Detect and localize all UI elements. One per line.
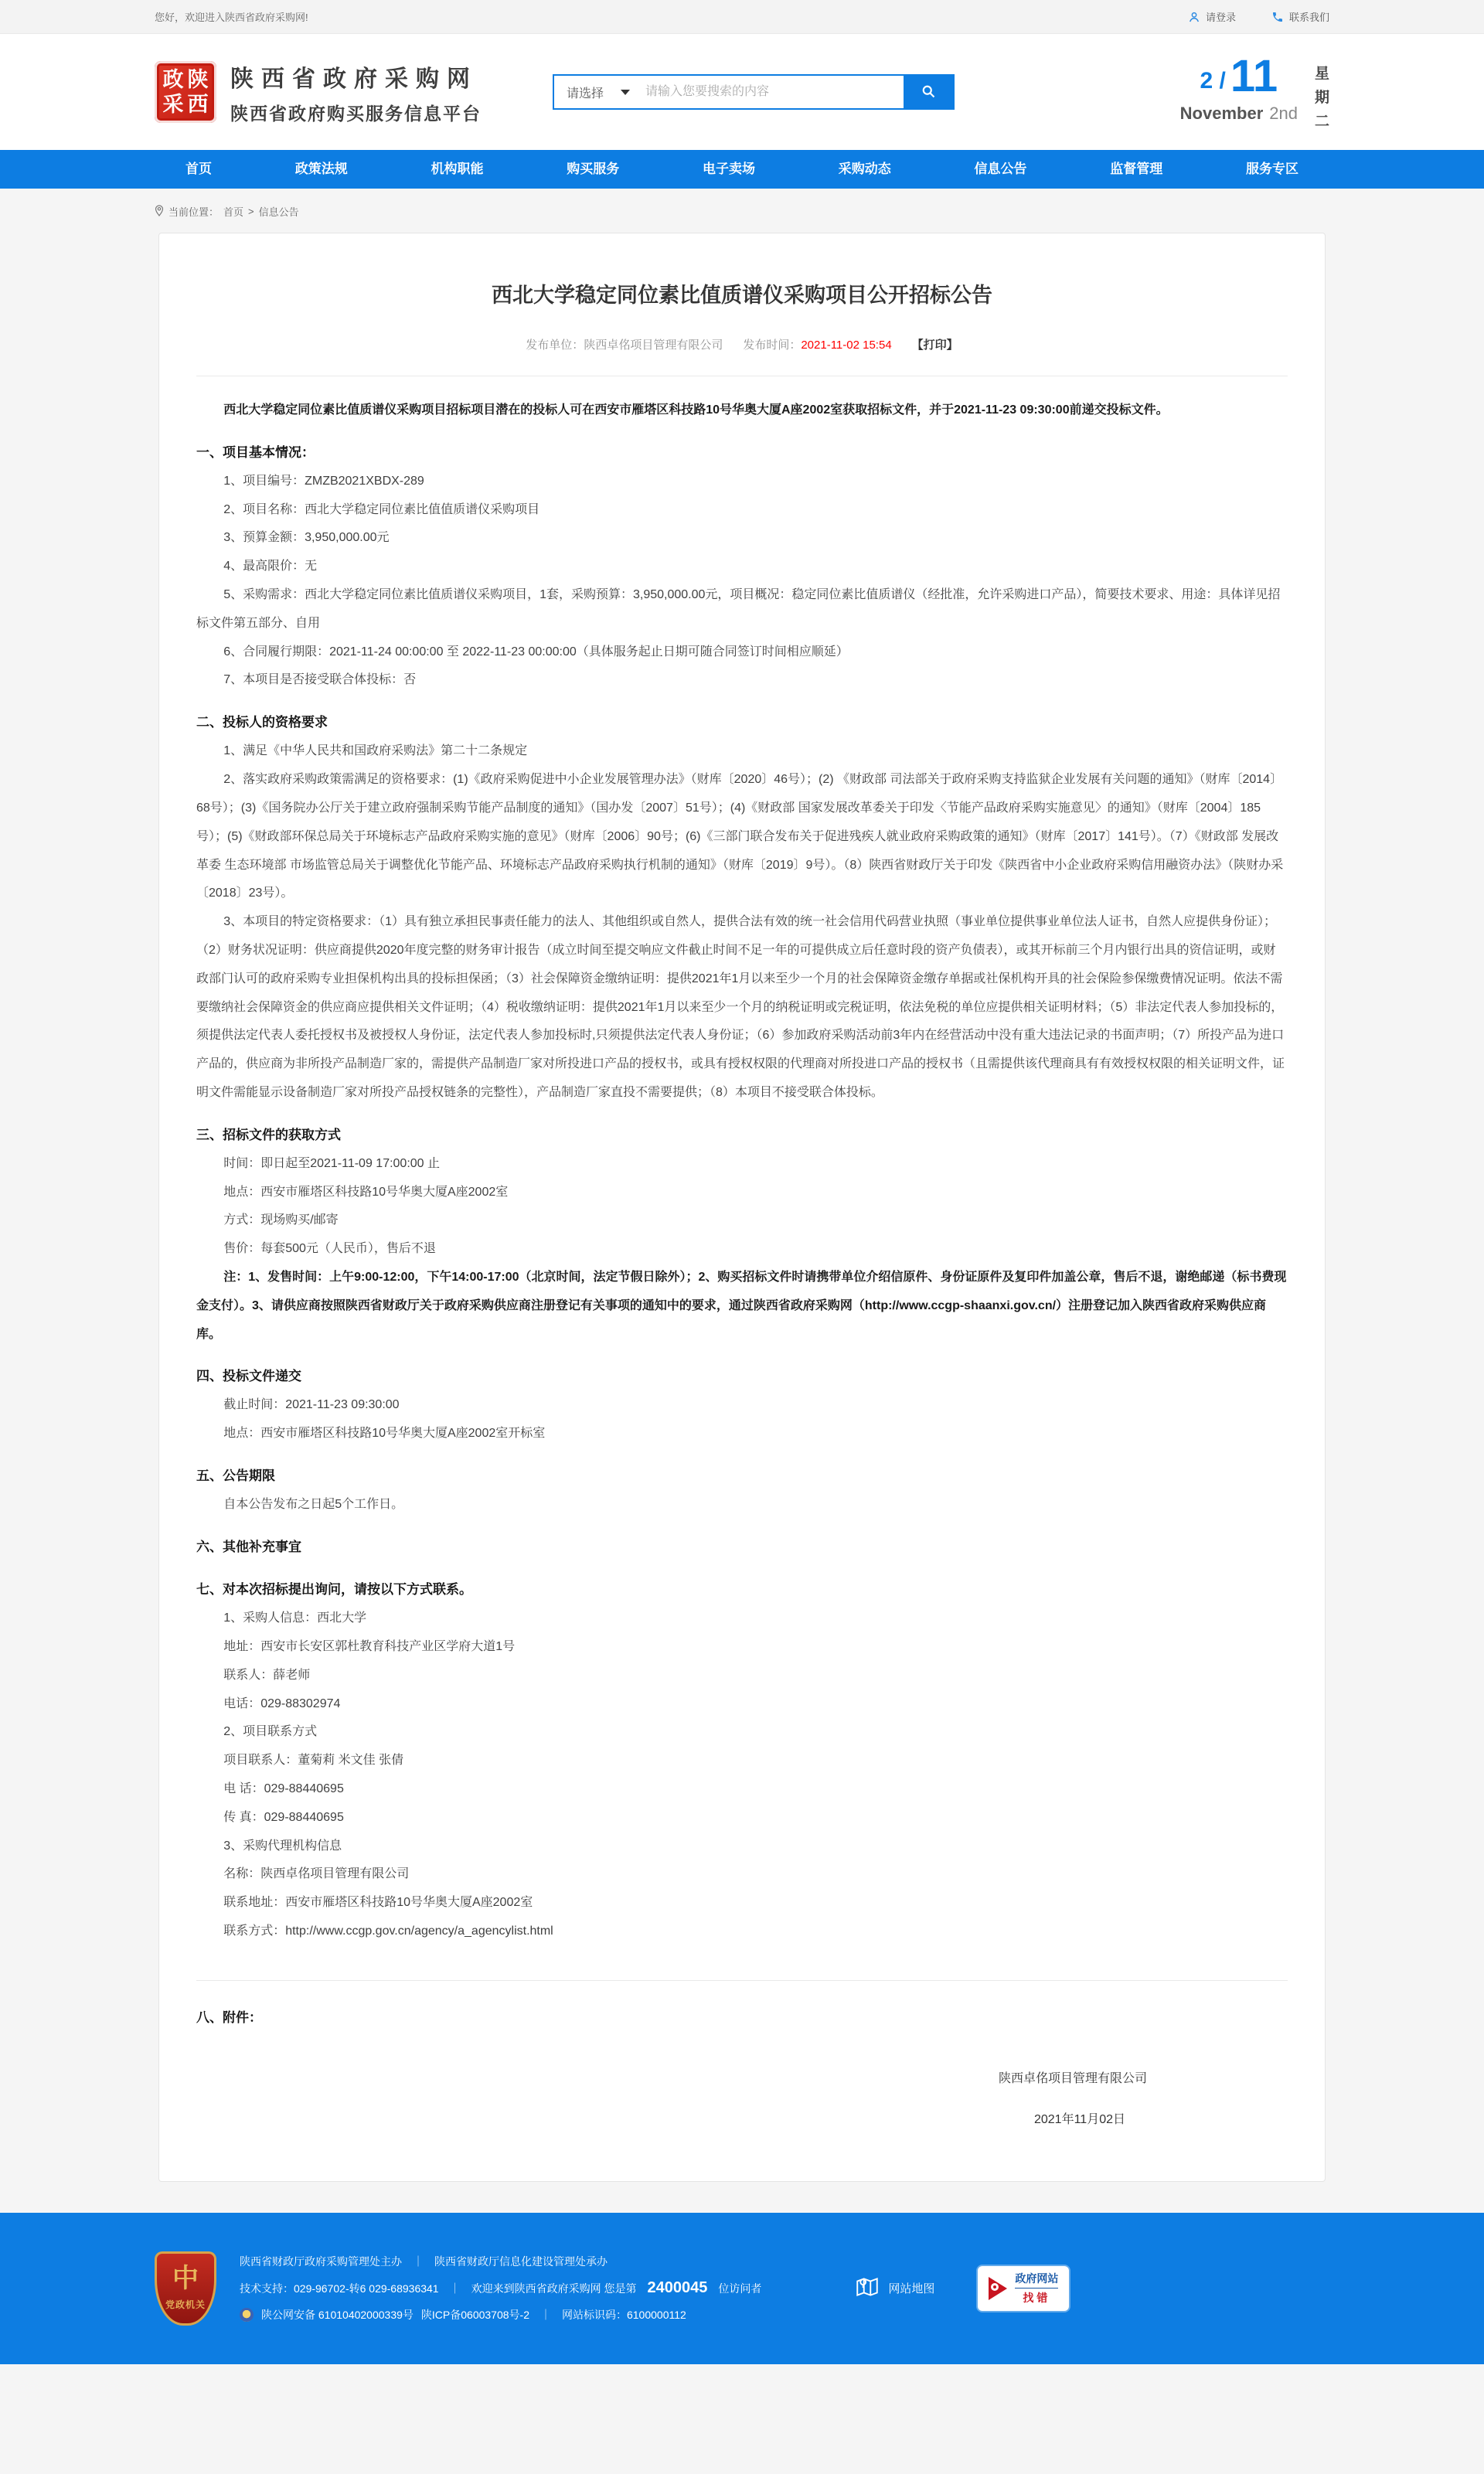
article-card (158, 233, 1326, 2182)
nav-item[interactable]: 采购动态 (838, 162, 891, 176)
section-heading: 一、项目基本情况： (196, 444, 315, 460)
nav-item[interactable]: 首页 (186, 162, 212, 176)
footer-line-beian: 陕公网安备 61010402000339号 陕ICP备06003708号-2 ｜ 网站标识码：6100000112 (240, 2307, 761, 2323)
section-heading: 四、投标文件递交 (196, 1369, 301, 1384)
police-beian-link[interactable]: 陕公网安备 61010402000339号 (261, 2309, 414, 2322)
date-widget (1179, 50, 1329, 131)
section-heading: 三、招标文件的获取方式 (196, 1127, 341, 1142)
publisher-label: 发布单位： (526, 339, 584, 352)
top-utility-bar (0, 0, 1484, 34)
article-paragraph: 联系人：薛老师 (223, 1668, 311, 1682)
article-paragraph: 地点：西安市雁塔区科技路10号华奥大厦A座2002室 (223, 1185, 509, 1199)
article-paragraph: 方式：现场购买/邮寄 (223, 1213, 339, 1227)
article-paragraph: 1、满足《中华人民共和国政府采购法》第二十二条规定 (223, 744, 528, 758)
article-meta (196, 336, 1288, 352)
location-pin-icon (155, 205, 164, 219)
article-paragraph: 名称：陕西卓佲项目管理有限公司 (223, 1867, 410, 1881)
nav-item[interactable]: 电子卖场 (703, 162, 755, 176)
nav-item[interactable]: 监督管理 (1110, 162, 1163, 176)
footer-line-support: 技术支持：029-96702-转6 029-68936341 ｜ 欢迎来到陕西省政府采购网 您是第 2400045 位访问者 (240, 2279, 762, 2297)
date-weekday: 星 期 二 (1314, 65, 1329, 130)
site-footer (0, 2213, 1484, 2364)
nav-item[interactable]: 服务专区 (1246, 162, 1298, 176)
user-icon (1188, 11, 1200, 23)
article-paragraph: 传 真：029-88440695 (223, 1810, 344, 1824)
site-title: 陕西省政府采购网 (230, 66, 478, 92)
main-nav (155, 150, 1329, 189)
article-paragraph: 注：1、发售时间：上午9:00-12:00，下午14:00-17:00（北京时间，法定节假日除外）；2、购买招标文件时请携带单位介绍信原件、身份证原件及复印件加盖公章，售后不退，谢绝邮递（标书费现金支付）。3、请供应商按照陕西省财政厅关于政府采购供应商注册登记有关事项的通知中的要求，通过陕西省政府采购网（http://www.ccgp-shaanxi.gov.cn/）注册登记加入陕西省政府采购供应商库。 (196, 1271, 1287, 1341)
article-paragraph: 3、本项目的特定资格要求：（1）具有独立承担民事责任能力的法人、其他组织或自然人，提供合法有效的统一社会信用代码营业执照（事业单位提供事业单位法人证书，自然人应提供身份证）；（2）财务状况证明：供应商提供2020年度完整的财务审计报告（成立时间至提交响应文件截止时间不足一年的可提供成立后任意时段的资产负债表），或其开标前三个月内银行出具的资信证明，或财政部门认可的政府采购专业担保机构出具的投标担保函；（3）社会保障资金缴纳证明：提供2021年1月以来至少一个月的社会保障资金缴存单据或社保机构开具的社会保险参保缴费情况证明。依法不需要缴纳社会保障资金的供应商应提供相关文件证明；（4）税收缴纳证明：提供2021年1月以来至少一个月的纳税证明或完税证明，依法免税的单位应提供相关证明材料；（5）非法定代表人参加投标的，须提供法定代表人委托授权书及被授权人身份证，法定代表人参加投标时,只须提供法定代表人身份证；（6）参加政府采购活动前3年内在经营活动中没有重大违法记录的书面声明；（7）所投产品为进口产品的，供应商为非所投产品制造厂家的，需提供产品制造厂家对所投进口产品的授权书，或具有授权权限的代理商对所投进口产品的授权书（且需提供该代理商具有有效授权权限的相关证明文件，证明文件需能显示设备制造厂家对所投产品授权链条的完整性），产品制造厂家直投不需要提供；（8）本项目不接受联合体投标。 (196, 915, 1285, 1099)
article-paragraph: 6、合同履行期限：2021-11-24 00:00:00 至 2022-11-23 00:00:00（具体服务起止日期可随合同签订时间相应顺延） (223, 645, 849, 658)
article-signature (196, 2068, 1288, 2127)
article-paragraph: 截止时间：2021-11-23 09:30:00 (223, 1398, 400, 1412)
section-heading: 七、对本次招标提出询问，请按以下方式联系。 (196, 1582, 472, 1598)
search-category-select[interactable]: 请选择 (554, 76, 641, 108)
article-paragraph: 联系方式：http://www.ccgp.gov.cn/agency/a_agencylist.html (223, 1924, 553, 1938)
article-paragraph: 1、项目编号：ZMZB2021XBDX-289 (223, 474, 424, 488)
article-paragraph: 电话：029-88302974 (223, 1696, 341, 1710)
date-month-name: November (1179, 103, 1264, 123)
breadcrumb-bar (0, 189, 1484, 233)
site-logo: 政 陕 采 西 (155, 61, 216, 123)
publish-time-label: 发布时间： (743, 339, 802, 352)
error-finder-icon (989, 2277, 1009, 2300)
article-paragraph: 项目联系人：董菊莉 米文佳 张倩 (223, 1754, 404, 1768)
footer-line-organizers: 陕西省财政厅政府采购管理处主办 ｜ 陕西省财政厅信息化建设管理处承办 (240, 2255, 608, 2268)
article-paragraph: 售价：每套500元（人民币），售后不退 (223, 1242, 436, 1256)
article-paragraph: 7、本项目是否接受联合体投标：否 (223, 673, 417, 687)
breadcrumb: 当前位置： 首页 > 信息公告 (155, 204, 1329, 219)
section-heading: 八、附件： (196, 2009, 262, 2025)
party-gov-shield-icon: 中 党政机关 (155, 2251, 216, 2326)
section-heading: 二、投标人的资格要求 (196, 715, 328, 730)
sitemap-link[interactable]: 网站地图 (854, 2274, 934, 2303)
article-body (196, 396, 1288, 2033)
article-paragraph: 2、项目联系方式 (223, 1725, 318, 1739)
phone-icon (1271, 11, 1284, 23)
breadcrumb-current[interactable]: 信息公告 (258, 206, 299, 218)
print-button[interactable]: 【打印】 (911, 339, 958, 352)
article-paragraph: 时间：即日起至2021-11-09 17:00:00 止 (223, 1156, 441, 1170)
article-paragraph: 地点：西安市雁塔区科技路10号华奥大厦A座2002室开标室 (223, 1427, 546, 1441)
article-paragraph: 联系地址：西安市雁塔区科技路10号华奥大厦A座2002室 (223, 1896, 533, 1910)
welcome-text: 您好，欢迎进入陕西省政府采购网! (155, 12, 308, 23)
date-month: 11 (1230, 50, 1278, 101)
breadcrumb-home[interactable]: 首页 (223, 206, 244, 218)
publish-time-value: 2021-11-02 15:54 (801, 339, 892, 352)
site-code: 网站标识码：6100000112 (561, 2309, 686, 2322)
nav-item[interactable]: 机构职能 (431, 162, 484, 176)
nav-item[interactable]: 信息公告 (974, 162, 1027, 176)
page-title: 西北大学稳定同位素比值质谱仪采购项目公开招标公告 (492, 284, 992, 307)
search-icon (921, 83, 936, 101)
signature-company: 陕西卓佲项目管理有限公司 (998, 2071, 1147, 2085)
article-paragraph: 西北大学稳定同位素比值质谱仪采购项目招标项目潜在的投标人可在西安市雁塔区科技路10号华奥大厦A座2002室获取招标文件，并于2021-11-23 09:30:00前递交投标文件。 (223, 403, 1169, 417)
icp-beian-link[interactable]: 陕ICP备06003708号-2 (420, 2309, 529, 2322)
visitor-count: 2400045 (647, 2279, 708, 2297)
search-input[interactable] (641, 76, 904, 108)
article-divider (196, 1980, 1288, 1981)
gov-site-error-report-badge[interactable]: 政府网站 找错 (978, 2266, 1069, 2311)
chevron-down-icon (621, 90, 630, 95)
nav-item[interactable]: 政策法规 (294, 162, 348, 176)
login-link[interactable]: 请登录 (1188, 9, 1236, 24)
article-paragraph: 3、预算金额：3,950,000.00元 (223, 531, 390, 545)
article-paragraph: 2、项目名称：西北大学稳定同位素比值值质谱仪采购项目 (223, 502, 540, 516)
article-paragraph: 5、采购需求：西北大学稳定同位素比值质谱仪采购项目，1套，采购预算：3,950,000.00元，项目概况：稳定同位素比值质谱仪（经批准，允许采购进口产品），简要技术要求、用途：具体详见招标文件第五部分、自用 (196, 588, 1281, 630)
nav-item[interactable]: 购买服务 (567, 162, 620, 176)
article-paragraph: 1、采购人信息：西北大学 (223, 1611, 367, 1625)
main-nav-bar (0, 150, 1484, 189)
search-button[interactable] (904, 76, 953, 108)
article-paragraph: 2、落实政府采购政策需满足的资格要求：(1)《政府采购促进中小企业发展管理办法》（财库〔2020〕46号）；(2) 《财政部 司法部关于政府采购支持监狱企业发展有关问题的通知》（财库〔2014〕68号）；(3)《国务院办公厅关于建立政府强制采购节能产品制度的通知》（国办发〔2007〕51号）；(4)《财政部 国家发展改革委关于印发〈节能产品政府采购实施意见〉的通知》（财库〔2004〕185号）；(5)《财政部环保总局关于环境标志产品政府采购实施的意见》（财库〔2006〕90号；(6)《三部门联合发布关于促进残疾人就业政府采购政策的通知》（财库〔2017〕141号）。（7）《财政部 发展改革委 生态环境部 市场监管总局关于调整优化节能产品、环境标志产品政府采购执行机制的通知》（财库〔2019〕9号）。（8）陕西省财政厅关于印发《陕西省中小企业政府采购信用融资办法》（陕财办采〔2018〕23号）。 (196, 773, 1284, 900)
date-ordinal: 2nd (1269, 103, 1298, 123)
site-subtitle: 陕西省政府购买服务信息平台 (230, 103, 482, 124)
article-paragraph: 3、采购代理机构信息 (223, 1839, 342, 1853)
article-paragraph: 电 话：029-88440695 (223, 1781, 344, 1795)
article-paragraph: 4、最高限价：无 (223, 560, 318, 573)
search-box (553, 74, 955, 110)
site-header (0, 34, 1484, 150)
map-icon (854, 2274, 880, 2303)
signature-date: 2021年11月02日 (1033, 2112, 1125, 2126)
article-paragraph: 自本公告发布之日起5个工作日。 (223, 1498, 404, 1512)
section-heading: 六、其他补充事宜 (196, 1539, 301, 1554)
article-paragraph: 地址：西安市长安区郭杜教育科技产业区学府大道1号 (223, 1639, 516, 1653)
date-day: 2 / (1200, 67, 1226, 94)
section-heading: 五、公告期限 (196, 1468, 275, 1484)
police-badge-icon (240, 2308, 254, 2322)
publisher-value: 陕西卓佲项目管理有限公司 (584, 339, 723, 352)
contact-link[interactable]: 联系我们 (1271, 9, 1329, 24)
